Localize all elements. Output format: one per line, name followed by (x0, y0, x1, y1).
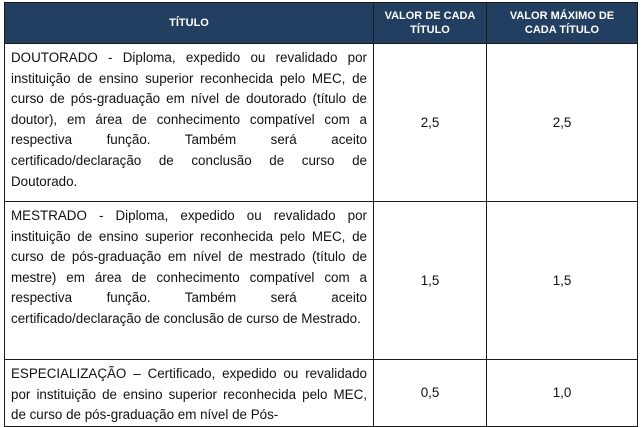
row-value: 1,5 (374, 202, 487, 360)
row-max-value: 1,0 (487, 360, 638, 427)
table-header (5, 3, 638, 44)
header-max-value-per-title: VALOR MÁXIMO DE CADA TÍTULO (487, 3, 638, 44)
table-row (5, 202, 638, 360)
header-row (5, 3, 638, 44)
table-body (5, 44, 638, 427)
table-row (5, 360, 638, 427)
header-title: TÍTULO (5, 3, 374, 44)
table-row (5, 44, 638, 202)
titles-score-table (4, 2, 638, 427)
row-max-value: 1,5 (487, 202, 638, 360)
row-value: 2,5 (374, 44, 487, 202)
row-description: DOUTORADO - Diploma, expedido ou revalidado por instituição de ensino superior reconhecida pelo MEC, de curso de pós-graduação em nível de doutorado (título de doutor), em área de conhecimento compatível com a respectiva função. Também será aceito certificado/declaração de conclusão de curso de Doutorado. (5, 44, 374, 202)
row-value: 0,5 (374, 360, 487, 427)
row-description: ESPECIALIZAÇÃO – Certificado, expedido ou revalidado por instituição de ensino superior reconhecida pelo MEC, de curso de pós-graduação em nível de Pós- (5, 360, 374, 427)
row-max-value: 2,5 (487, 44, 638, 202)
header-value-per-title: VALOR DE CADA TÍTULO (374, 3, 487, 44)
row-description: MESTRADO - Diploma, expedido ou revalidado por instituição de ensino superior reconhecida pelo MEC, de curso de pós-graduação em nível de mestrado (título de mestre) em área de conhecimento compatível com a respectiva função. Também será aceito certificado/declaração de conclusão de curso de Mestrado. (5, 202, 374, 360)
